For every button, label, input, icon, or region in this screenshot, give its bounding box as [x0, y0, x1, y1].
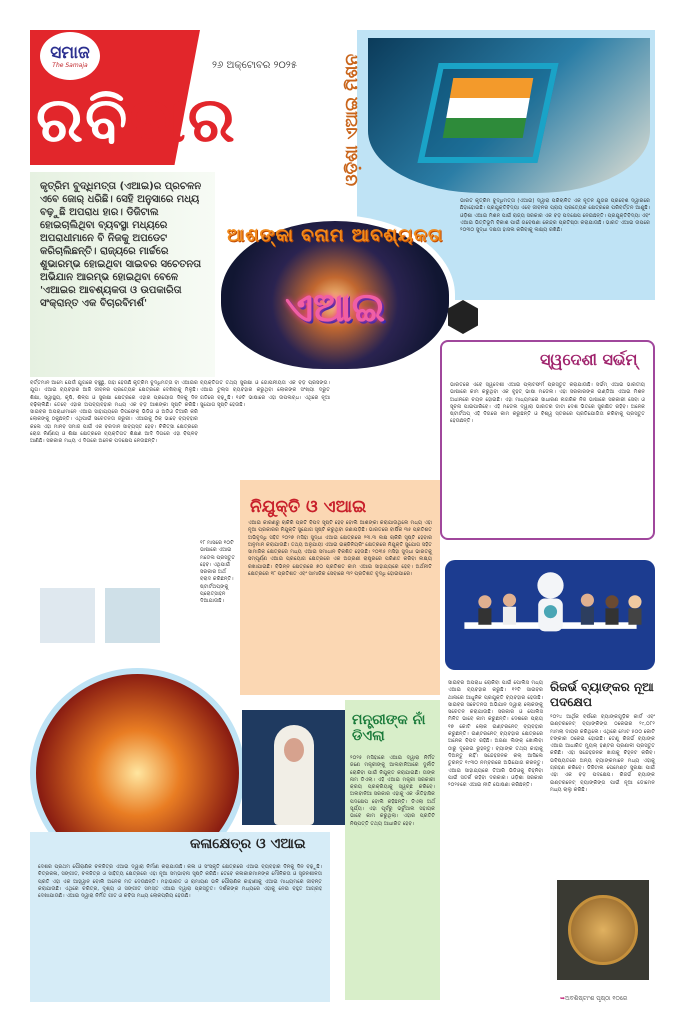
ai-neon-text: ଏଆଇ [284, 285, 386, 331]
title-part-2: ବାର [129, 83, 237, 156]
person-body [605, 608, 618, 624]
main-headline: ଆଶଙ୍କା ବନାମ ଆବଶ୍ୟକତା [226, 225, 444, 246]
robot-thumbnail-image [40, 588, 95, 643]
person [478, 595, 491, 608]
india-flag-graphic [443, 78, 534, 138]
nijukti-body: ଏଆଇ କାରଣରୁ ଚାକିରି ପ୍ରତି ବିପଦ ସୃଷ୍ଟି ହେବ ବୋଲି ଆଶଙ୍କା କରାଯାଉଥିଲେ ମଧ୍ୟ ଏହା ନୂଆ ପ୍ରକାରର ନିଯୁକ୍ତି ସୁଯୋଗ ସୃଷ୍ଟି କରୁଥିବା ଜଣାପଡ଼ିଛି। ଭାରତରେ ବାର୍ଷିକ ୩୫ ପ୍ରତିଶତ ଅଭିବୃଦ୍ଧି ସହିତ ୨୦୨୭ ମସିହା ସୁଦ୍ଧା ଏଆଇ କ୍ଷେତ୍ରରେ ୨୩.୩ ଲକ୍ଷ ଚାକିରି ସୃଷ୍ଟି ହେବାର ଅନୁମାନ କରାଯାଉଛି। ତଥ୍ୟ ଅନୁଯାୟୀ ଏଆଇ ଇଞ୍ଜିନିୟରିଂ କ୍ଷେତ୍ରରେ ନିଯୁକ୍ତି ସୁଯୋଗ ସହିତ ସାମାଜିକ କ୍ଷେତ୍ରରେ ମଧ୍ୟ ଏଆଇ ସମାଧାନ ବିକଶିତ ହେଉଛି। ୨୦୩୫ ମସିହା ସୁଦ୍ଧା ଭାରତକୁ ସମ୍ପୂର୍ଣ୍ଣ ଏଆଇ ପ୍ରୟୋଗ କ୍ଷେତ୍ରରେ ଏକ ଅଗ୍ରଣୀ ରାଷ୍ଟ୍ରରେ ପରିଣତ କରିବା ଲକ୍ଷ୍ୟ ରଖାଯାଇଛି। ବିଭିନ୍ନ କ୍ଷେତ୍ରରେ ୭୦ ପ୍ରତିଶତ କାମ ଏଆଇ ସାହାଯ୍ୟରେ ହେବ। ଅର୍ଥନୀତି କ୍ଷେତ୍ରରେ ୧୮ ପ୍ରତିଶତ ଏବଂ ସାମାଜିକ ସେବାରେ ୩୨ ପ୍ରତିଶତ ବୃଦ୍ଧି ହୋଇପାରେ। [248, 520, 432, 578]
arrow-icon: ➥ [560, 995, 566, 1002]
person-body [628, 608, 641, 624]
person [503, 594, 516, 607]
kala-title: କଳାକ୍ଷେତ୍ର ଓ ଏଆଇ [190, 836, 306, 852]
person [605, 595, 618, 608]
ai-minister-diella-image [242, 710, 345, 825]
mid-article-body: ବ୍ୟକ୍ତିଗତ ତଥ୍ୟ ସୁରକ୍ଷା ଓ ଗୋପନୀୟତା ଏକ ବଡ଼ ପ୍ରସଙ୍ଗ। ଏଆଇ ଟୁଲ୍ସ ବ୍ୟବହାର କରୁଥିବା ଲୋକଙ୍କ ସଂଖ୍ୟା ଦ୍ରୁତ ଗତିରେ ବଢ଼ୁଛି। ୧୬ଟି ଭାଷାରେ ଏହା ଉପଲବ୍ଧ। ଏଥିରେ ନୂଆ ସୁଯୋଗ ସୃଷ୍ଟି ହେଉଛି। [200, 380, 330, 408]
kala-body: ଦେଶର ପ୍ରଥମ ପୌରାଣିକ ଚଳଚ୍ଚିତ୍ର ଏଆଇ ଦ୍ୱାରା ନିର୍ମାଣ କରାଯାଉଛି। କଳା ଓ ସଂସ୍କୃତି କ୍ଷେତ୍ରରେ ଏଆଇ ବ୍ୟବହାର ଦିନକୁ ଦିନ ବଢ଼ୁଛି। ଚିତ୍ରକଳା, ସଙ୍ଗୀତ, ଚଳଚ୍ଚିତ୍ର ଓ ସାହିତ୍ୟ କ୍ଷେତ୍ରରେ ଏହା ନୂଆ ସମ୍ଭାବନା ସୃଷ୍ଟି କରିଛି। ତେବେ କଳାକାରମାନଙ୍କ ମୌଳିକତା ଓ ସୃଜନଶୀଳତା ପ୍ରତି ଏହା ଏକ ଆହ୍ୱାନ ବୋଲି ଅନେକ ମତ ଦେଉଛନ୍ତି। ମହାଭାରତ ଓ ରାମାୟଣ ଭଳି ପୌରାଣିକ କାହାଣୀକୁ ଏଆଇ ମାଧ୍ୟମରେ ଜୀବନ୍ତ କରାଯାଉଛି। ଏଥିରେ ଚରିତ୍ର, ଦୃଶ୍ୟ ଓ ସଙ୍ଗୀତ ସମସ୍ତ ଏଆଇ ଦ୍ୱାରା ପ୍ରସ୍ତୁତ। ଦର୍ଶକଙ୍କ ମଧ୍ୟରେ ଏହାକୁ ନେଇ ବହୁତ ଆଗ୍ରହ ଦେଖାଯାଉଛି। ଏଆଇ ଦ୍ୱାରା ନିର୍ମିତ ଗୀତ ଓ କବିତା ମଧ୍ୟ ଲୋକପ୍ରିୟ ହେଉଛି। [38, 864, 322, 900]
rbi-title: ରିଜର୍ଭ ବ୍ୟାଙ୍କର ନୂଆ ପଦକ୍ଷେପ [550, 680, 654, 709]
swadeshi-box [440, 340, 655, 540]
person [628, 595, 641, 608]
issue-date: ୨୬ ଅକ୍ଟୋବର ୨୦୨୫ [212, 60, 297, 71]
mantri-box [345, 700, 440, 1000]
continued-note [560, 995, 627, 1003]
rbi-body: ୨୦୨୪ ଆର୍ଥିକ ବର୍ଷରେ ବ୍ୟାଙ୍କଗୁଡ଼ିକ କାର୍ଡ ଏବଂ ଇଣ୍ଟରନେଟ୍ ବ୍ୟାଙ୍କିଙ୍ଗ ଠକେଇର ୨୯,୦୮୨ ମାମଲା ଦାୟର କରିଥିଲେ। ଏଥିରେ ମୋଟ ୫୦୦ କୋଟି ଟଙ୍କାର ଠକେଇ ହୋଇଛି। ତେଣୁ ରିଜର୍ଭ ବ୍ୟାଙ୍କ ଏଆଇ ଆଧାରିତ ମ୍ୟୁଲ୍ ହଣ୍ଟର ପ୍ରଣାଳୀ ପ୍ରସ୍ତୁତ କରିଛି। ଏହା ସନ୍ଦେହଜନକ ଖାତାକୁ ଚିହ୍ନଟ କରିବ। ଭବିଷ୍ୟତରେ ଅନ୍ୟ ବ୍ୟାଙ୍କମାନେ ମଧ୍ୟ ଏହାକୁ ଗ୍ରହଣ କରିବେ। ଡିଜିଟାଲ ପେମେଣ୍ଟ ସୁରକ୍ଷା ପାଇଁ ଏହା ଏକ ବଡ଼ ପଦକ୍ଷେପ। ରିଜର୍ଭ ବ୍ୟାଙ୍କ ଇଣ୍ଟରନେଟ୍ ବ୍ୟାଙ୍କିଙ୍ଗ ପାଇଁ ନୂଆ ଡୋମେନ ମଧ୍ୟ ଚାଲୁ କରିଛି। [550, 714, 655, 793]
logo-subtext: The Samaja [52, 61, 88, 69]
person-body [503, 607, 516, 625]
person-body [581, 607, 594, 625]
kala-box [30, 832, 330, 1002]
odisha-ai-body: ଭାରତ କୃତ୍ରିମ ବୁଦ୍ଧିମତ୍ତା (ଏଆଇ) ଦ୍ୱାରା ପରିଚାଳିତ ଏକ ନୂତନ ଯୁଗର ପ୍ରବେଶ ଦ୍ୱାରରେ ଛିଡ଼ାହୋଇଛି। ପ୍ରଯୁକ୍ତିବିଦ୍ୟା ଏବେ ଜୀବନର ପ୍ରାୟ ପ୍ରତ୍ୟେକ କ୍ଷେତ୍ରରେ ପରିବର୍ତ୍ତନ ଆଣୁଛି। ଓଡ଼ିଶା ଏଆଇ ମିଶନ ପାଇଁ ରାଜ୍ୟ ସରକାର ଏକ ବଡ଼ ପଦକ୍ଷେପ ନେଇଛନ୍ତି। ପ୍ରଯୁକ୍ତିବିଦ୍ୟା ଏବଂ ଏଆଇ ଭିତ୍ତିଭୂମି ବିକାଶ ପାଇଁ ଗବେଷଣା କେନ୍ଦ୍ର ପ୍ରତିଷ୍ଠା କରାଯାଉଛି। ଭାରତ ଏଆଇ ଉପରେ ୨୦୩୦ ସୁଦ୍ଧା ଦକ୍ଷତା ହାସଲ କରିବାକୁ ଲକ୍ଷ୍ୟ ରଖିଛି। [460, 198, 650, 234]
robot-head [537, 572, 563, 598]
business-thumbnail-image [105, 588, 160, 643]
person [581, 594, 594, 607]
logo-text: ସମାଜ [50, 42, 90, 63]
india-chip-image [368, 38, 650, 193]
page-title [36, 80, 237, 160]
rbi-seal-icon [568, 895, 638, 965]
left-article-body: ବର୍ତ୍ତମାନ ଆମେ ଯେଉଁ ଯୁଗରେ ବଞ୍ଚୁଛୁ, ତାହା ହେଉଛି କୃତ୍ରିମ ବୁଦ୍ଧିମତ୍ତା ବା ଏଆଇର ଯୁଗ। ଏଆଇ ବ୍ୟବହାର ଆଜି ଜୀବନର ପ୍ରତ୍ୟେକ କ୍ଷେତ୍ରରେ ଦେଖିବାକୁ ମିଳୁଛି। ଶିକ୍ଷା, ସ୍ୱାସ୍ଥ୍ୟ, କୃଷି, ଶିଳ୍ପ ଓ ସୁରକ୍ଷା କ୍ଷେତ୍ରରେ ଏହାର ପ୍ରୟୋଗ ଦିନକୁ ଦିନ ବଢ଼ିଚାଲିଛି। ତେବେ ଏହାର ଅପବ୍ୟବହାର ମଧ୍ୟ ଏକ ବଡ଼ ଆଶଙ୍କା ସୃଷ୍ଟି କରିଛି। ସାଇବର ଅପରାଧୀମାନେ ଏଆଇ ସାହାଯ୍ୟରେ ଡିପଫେକ୍ ଭିଡିଓ ଓ ଅଡିଓ ତିଆରି କରି ଲୋକଙ୍କୁ ଠକୁଛନ୍ତି। ଏଥିପାଇଁ ସଚେତନତା ଜରୁରୀ। ଏଆଇକୁ ଠିକ୍ ଭାବେ ବ୍ୟବହାର କଲେ ଏହା ମାନବ ସମାଜ ପାଇଁ ଏକ ବରଦାନ ସାବ୍ୟସ୍ତ ହେବ। ଚିକିତ୍ସା କ୍ଷେତ୍ରରେ ରୋଗ ନିର୍ଣ୍ଣୟ ଓ ଶିକ୍ଷା କ୍ଷେତ୍ରରେ ବ୍ୟକ୍ତିଗତ ଶିକ୍ଷଣ ଆଦି ଦିଗରେ ଏହା ବିପ୍ଳବ ଆଣିଛି। ସରକାର ମଧ୍ୟ ଏ ଦିଗରେ ଅନେକ ପଦକ୍ଷେପ ନେଉଛନ୍ତି। [30, 380, 198, 445]
intro-text: କୃତ୍ରିମ ବୁଦ୍ଧିମତ୍ତା (ଏଆଇ)ର ପ୍ରଚଳନ ଏବେ ଜୋର୍ ଧରିଛି। ସେହି ଅନୁସାରେ ମଧ୍ୟ ବଢ଼ୁଛି ଅପରାଧ ହାର। ଡିଜିଟାଲ ହୋଇଚାଲିଥିବା ବ୍ୟବସ୍ଥା ମଧ୍ୟରେ ଅପରାଧୀମାନେ ବି ନିଜକୁ ଅପଡେଟ କରିଚାଲିଛନ୍ତି। ରାଜ୍ୟରେ ମାର୍ଚ୍ଚରେ ଶୁଭାରମ୍ଭ ହୋଇଥିବା ସାଇବର ସଚେତନତା ଅଭିଯାନ ଆରମ୍ଭ ହୋଇଥିବା ବେଳେ 'ଏଆଇର ଆବଶ୍ୟକତା ଓ ଉପକାରିତା ସଂକ୍ରାନ୍ତ ଏକ ବିଚାରବିମର୍ଶ' [30, 172, 215, 377]
continued-text: ଅବଶିଷ୍ଟାଂଶ ପୃଷ୍ଠା ୧୦ରେ [565, 995, 628, 1002]
odisha-ai-title: ଓଡ଼ିଶା ଏଆଇ ମିଶନ [342, 53, 362, 187]
rbi-seal-image [557, 880, 649, 980]
title-part-1: ରବି [36, 83, 130, 156]
mantri-title: ମନ୍ତ୍ରୀଙ୍କ ନାଁ ଡିଏଲା [352, 712, 426, 744]
swadeshi-body: ଭାରତରେ ଏବେ ସ୍ୱଦେଶୀ ଏଆଇ ପ୍ଲାଟଫର୍ମ ପ୍ରସ୍ତୁତ କରାଯାଉଛି। ସର୍ଭମ୍ ଏଆଇ ଭାରତୀୟ ଭାଷାରେ କାମ କରୁଥିବା ଏକ ବୃହତ୍ ଭାଷା ମଡେଲ। ଏହା ସରକାରଙ୍କ ଇଣ୍ଡିଆ ଏଆଇ ମିଶନ ଅଧୀନରେ ଚୟନ ହୋଇଛି। ଏହା ମାଧ୍ୟମରେ ସାଧାରଣ ନାଗରିକ ନିଜ ଭାଷାରେ ସରକାରୀ ସେବା ଓ ସୂଚନା ପାଇପାରିବେ। ଏହି ମଡେଲ ଦ୍ୱାରା ଭାରତର ଡାଟା ଦେଶ ଭିତରେ ସୁରକ୍ଷିତ ରହିବ। ଅନେକ ଷ୍ଟାର୍ଟଅପ୍ ଏହି ଦିଗରେ କାମ କରୁଛନ୍ତି ଓ ବିଶ୍ୱ ସ୍ତରରେ ପ୍ରତିଯୋଗିତା କରିବାକୁ ପ୍ରସ୍ତୁତ ହେଉଛନ୍ତି। [450, 382, 645, 425]
person-body [478, 608, 491, 624]
robot-gear-icon [544, 605, 557, 618]
cyber-article-body: ସାଇବର ଅପରାଧ ରୋକିବା ପାଇଁ ପୋଲିସ ମଧ୍ୟ ଏଆଇ ବ୍ୟବହାର କରୁଛି। ୧୨ଟି ସାଇବର ଥାନାରେ ଆଧୁନିକ ପ୍ରଯୁକ୍ତି ବ୍ୟବହାର ହେଉଛି। ସାଇବର ସଚେତନତା ଅଭିଯାନ ଦ୍ୱାରା ଲୋକଙ୍କୁ ସଚେତନ କରାଯାଉଛି। ସରକାର ଓ ପୋଲିସ ମିଳିତ ଭାବେ କାମ କରୁଛନ୍ତି। ଦେଶରେ ପ୍ରାୟ ୧୭ କୋଟି ଲୋକ ଇଣ୍ଟରନେଟ୍ ବ୍ୟବହାର କରୁଛନ୍ତି। ଇଣ୍ଟରନେଟ୍ ବ୍ୟବହାର କ୍ଷେତ୍ରରେ ଅନେକ ବିପଦ ରହିଛି। ଅଜଣା ଲିଙ୍କ୍ ଖୋଲିବା ଠାରୁ ଦୂରେଇ ରୁହନ୍ତୁ। ବ୍ୟାଙ୍କ ତଥ୍ୟ କାହାକୁ ଦିଅନ୍ତୁ ନାହିଁ। ସନ୍ଦେହଜନକ କଲ୍ ଆସିଲେ ତୁରନ୍ତ ୧୯୩୦ ନମ୍ବରରେ ଅଭିଯୋଗ କରନ୍ତୁ। ଏଆଇ ସାହାଯ୍ୟରେ ତିଆରି ଭିଡିଓକୁ ଚିହ୍ନିବା ପାଇଁ ସତର୍କ ରହିବା ଦରକାର। ଓଡ଼ିଶା ସରକାର ୨୦୨୫ରେ ଏଆଇ ନୀତି ଘୋଷଣା କରିଛନ୍ତି। [448, 680, 543, 789]
samaja-logo [40, 32, 100, 80]
swadeshi-title: ସ୍ୱଦେଶୀ ସର୍ଭମ୍ [540, 350, 638, 369]
mantri-body: ୨୦୨୫ ମସିହାରେ ଏଆଇ ଦ୍ୱାରା ନିର୍ମିତ ଜଣେ ମନ୍ତ୍ରୀଙ୍କୁ ଆଲବାନିଆରେ ଦୁର୍ନୀତି ରୋକିବା ପାଇଁ ନିଯୁକ୍ତ କରାଯାଇଛି। ତାଙ୍କ ନାମ ଡିଏଲା। ଏହି ଏଆଇ ମନ୍ତ୍ରୀ ସରକାରୀ କ୍ରୟ ପ୍ରକ୍ରିୟାକୁ ସ୍ୱଚ୍ଛ କରିବେ। ଅଲବାନିଆ ସରକାର ଏହାକୁ ଏକ ଐତିହାସିକ ପଦକ୍ଷେପ ବୋଲି କହିଛନ୍ତି। ଡିଏଲା ଅର୍ଥ ସୂର୍ଯ୍ୟ। ଏହା ପୂର୍ବରୁ ଭର୍ଚୁଆଲ ସହାୟକ ଭାବେ କାମ କରୁଥିଲା। ଏହାର ପ୍ରତିଟି ନିଷ୍ପତ୍ତି ତଥ୍ୟ ଆଧାରିତ ହେବ। [350, 755, 435, 827]
mid-article-body-2: ୧୮ ମାସରେ ୧୦ଟି ଭାଷାରେ ଏଆଇ ମଡେଲ ପ୍ରସ୍ତୁତ ହେବ। ଏଥିପାଇଁ ସରକାର ଅର୍ଥ ବରାଦ କରିଛନ୍ତି। ଷ୍ଟାର୍ଟଅପ୍‌ଙ୍କୁ ପ୍ରୋତ୍ସାହନ ଦିଆଯାଉଛି। [200, 540, 236, 605]
nijukti-title: ନିଯୁକ୍ତି ଓ ଏଆଇ [250, 497, 367, 517]
robot-meeting-illustration [448, 550, 653, 670]
